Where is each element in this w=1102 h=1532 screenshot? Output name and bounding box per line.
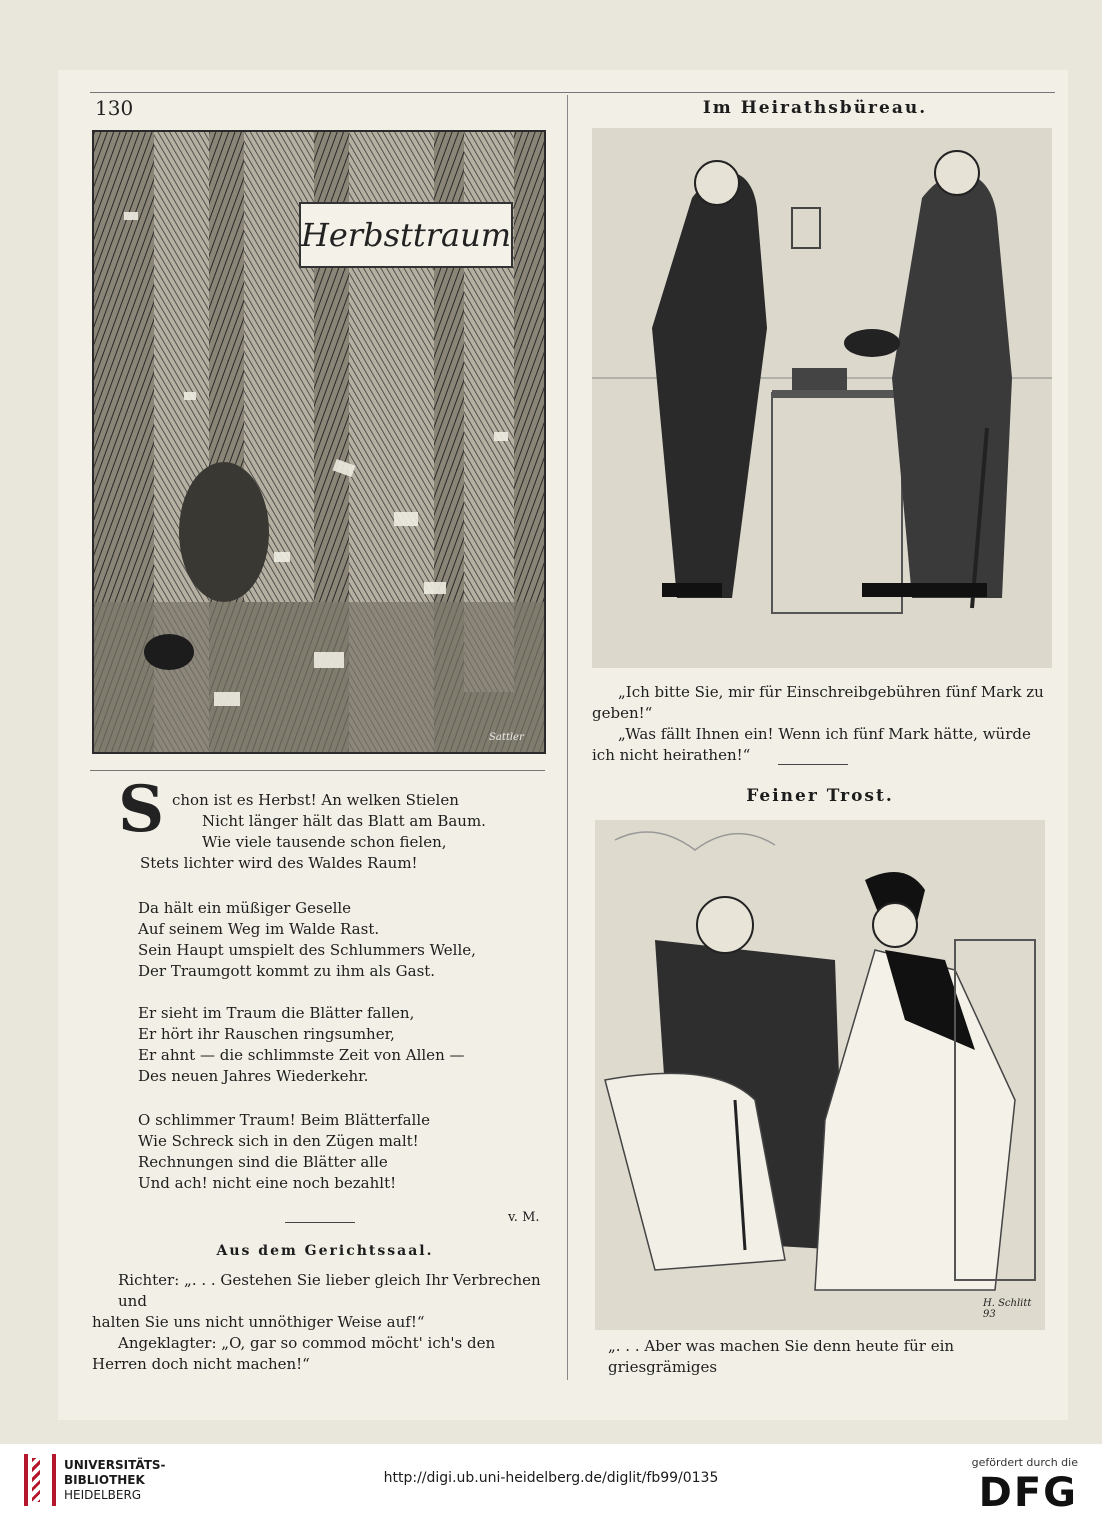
caption-line: geben!“ xyxy=(592,704,653,722)
logo-line: HEIDELBERG xyxy=(64,1487,142,1502)
verse-line: Wie Schreck sich in den Zügen malt! xyxy=(138,1132,419,1150)
verse-line: Wie viele tausende schon fielen, xyxy=(202,833,447,851)
verse-line: Nicht länger hält das Blatt am Baum. xyxy=(202,812,486,830)
verse-line: Stets lichter wird des Waldes Raum! xyxy=(140,854,418,872)
illustration-herbsttraum xyxy=(92,130,546,754)
logo-line: UNIVERSITÄTS- xyxy=(64,1457,166,1472)
funder-block xyxy=(972,1456,1078,1515)
heading-heirathsbuereau: Im Heirathsbüreau. xyxy=(702,98,928,118)
trost-drawing xyxy=(595,820,1045,1330)
poem-stanza-2 xyxy=(138,898,476,982)
left-column-rule xyxy=(90,770,545,771)
separator-rule xyxy=(285,1222,355,1223)
dfg-logo[interactable]: DFG xyxy=(978,1470,1078,1516)
poem-stanza-4 xyxy=(138,1110,430,1194)
poem-stanza-1 xyxy=(130,790,486,874)
logo-line: BIBLIOTHEK xyxy=(64,1472,145,1487)
column-divider xyxy=(567,95,568,1380)
verse-line: Des neuen Jahres Wiederkehr. xyxy=(138,1067,369,1085)
illustration-heirathsbuereau xyxy=(592,128,1052,668)
gerichtssaal-text xyxy=(92,1270,562,1375)
separator-rule xyxy=(778,764,848,765)
caption-line: „Ich bitte Sie, mir für Einschreibgebühren fünf Mark zu xyxy=(618,683,1044,701)
poem-stanza-3 xyxy=(138,1003,465,1087)
caption-line: „Was fällt Ihnen ein! Wenn ich fünf Mark hätte, würde xyxy=(618,725,1031,743)
verse-line: Da hält ein müßiger Geselle xyxy=(138,899,352,917)
verse-line: O schlimmer Traum! Beim Blätterfalle xyxy=(138,1111,431,1129)
poem-dropcap: S xyxy=(118,772,165,847)
title-lettering: Herbsttraum xyxy=(299,202,513,268)
artist-signature: H. Schlitt 93 xyxy=(983,1298,1032,1320)
heading-feiner-trost: Feiner Trost. xyxy=(746,786,894,806)
verse-line: Er ahnt — die schlimmste Zeit von Allen — xyxy=(138,1046,465,1064)
caption-line: ich nicht heirathen!“ xyxy=(592,746,751,764)
verse-line: Und ach! nicht eine noch bezahlt! xyxy=(138,1174,397,1192)
illustration-feiner-trost xyxy=(595,820,1045,1330)
dialog-line: halten Sie uns nicht unnöthiger Weise auf!“ xyxy=(92,1313,425,1331)
poem-author: v. M. xyxy=(508,1210,540,1225)
funded-by-label: gefördert durch die xyxy=(971,1456,1078,1469)
verse-line: chon ist es Herbst! An welken Stielen xyxy=(172,791,459,809)
office-caption xyxy=(592,682,1052,766)
heading-gerichtssaal: Aus dem Gerichtssaal. xyxy=(216,1243,434,1259)
dialog-line: Herren doch nicht machen!“ xyxy=(92,1355,310,1373)
dialog-line: Richter: „. . . Gestehen Sie lieber gleich Ihr Verbrechen und xyxy=(118,1271,541,1310)
dialog-line: Angeklagter: „O, gar so commod möcht' ich's den xyxy=(118,1334,496,1352)
trost-caption: „. . . Aber was machen Sie denn heute für ein griesgrämiges xyxy=(608,1337,955,1376)
verse-line: Er hört ihr Rauschen ringsumher, xyxy=(138,1025,395,1043)
top-rule xyxy=(90,92,1055,93)
verse-line: Er sieht im Traum die Blätter fallen, xyxy=(138,1004,415,1022)
source-url[interactable]: http://digi.ub.uni-heidelberg.de/diglit/fb99/0135 xyxy=(383,1470,719,1486)
verse-line: Der Traumgott kommt zu ihm als Gast. xyxy=(138,962,436,980)
verse-line: Rechnungen sind die Blätter alle xyxy=(138,1153,388,1171)
office-drawing xyxy=(592,128,1052,668)
verse-line: Sein Haupt umspielt des Schlummers Welle, xyxy=(138,941,476,959)
artist-signature: Sattler xyxy=(489,732,524,743)
verse-line: Auf seinem Weg im Walde Rast. xyxy=(138,920,380,938)
page-number: 130 xyxy=(95,96,134,120)
